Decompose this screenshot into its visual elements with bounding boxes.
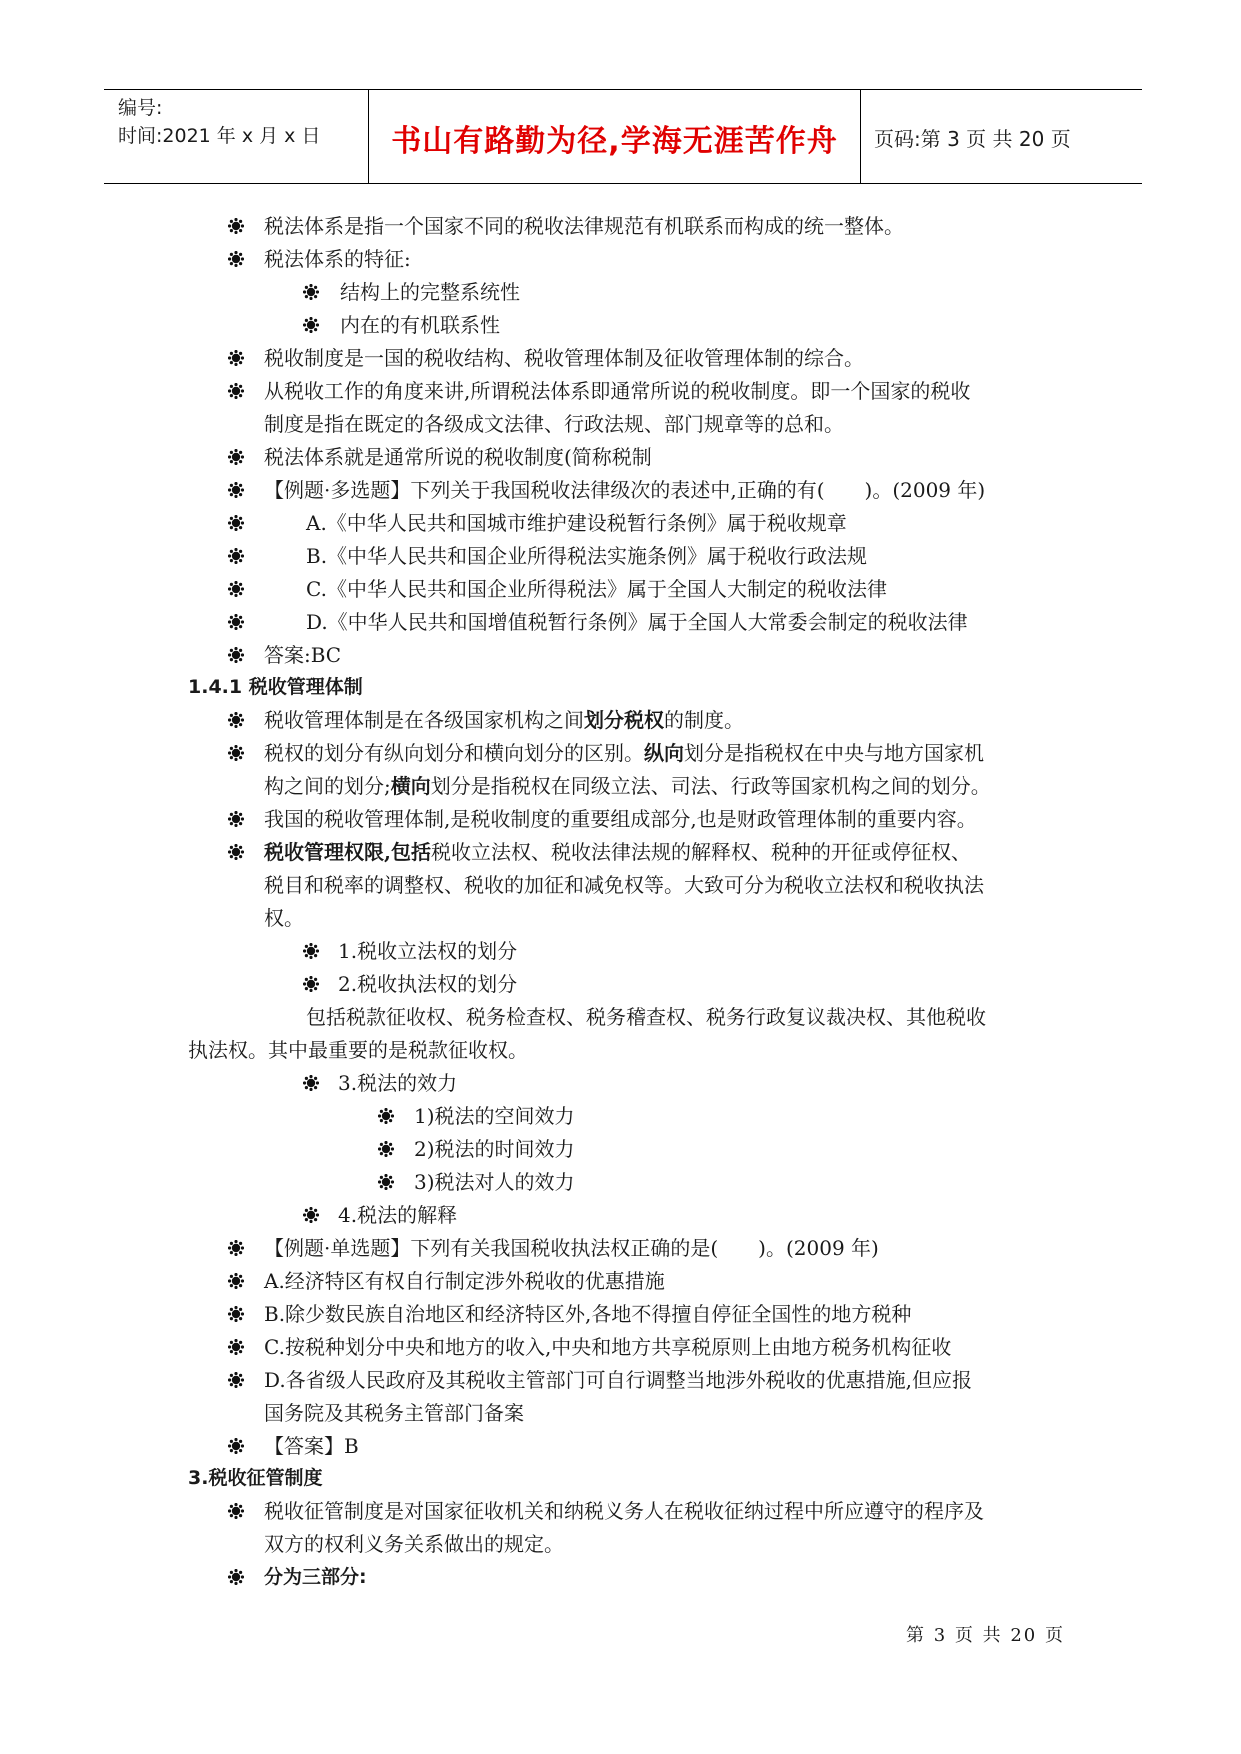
option-line: D.各省级人民政府及其税收主管部门可自行调整当地涉外税收的优惠措施,但应报 (264, 1368, 973, 1392)
bullet-icon (228, 251, 244, 267)
bullet-icon (228, 1438, 244, 1454)
bullet-icon (378, 1174, 394, 1190)
body-line: 税收制度是一国的税收结构、税收管理体制及征收管理体制的综合。 (264, 346, 864, 370)
bullet-icon (378, 1141, 394, 1157)
body-line: 从税收工作的角度来讲,所谓税法体系即通常所说的税收制度。即一个国家的税收 (264, 379, 971, 403)
body-line: 3)税法对人的效力 (414, 1170, 575, 1194)
body-line: 执法权。其中最重要的是税款征收权。 (188, 1038, 528, 1062)
emphasis: 纵向 (644, 741, 684, 765)
bullet-icon (228, 1339, 244, 1355)
option-line: A.《中华人民共和国城市维护建设税暂行条例》属于税收规章 (306, 511, 847, 535)
body-line: 包括税款征收权、税务检查权、税务稽查权、税务行政复议裁决权、其他税收 (306, 1005, 986, 1029)
bullet-icon (228, 1503, 244, 1519)
body-line: 双方的权利义务关系做出的规定。 (264, 1532, 564, 1556)
bullet-icon (228, 1569, 244, 1585)
bullet-icon (303, 1207, 319, 1223)
bullet-icon (228, 482, 244, 498)
bullet-icon (228, 449, 244, 465)
section-heading: 1.4.1 税收管理体制 (188, 676, 363, 698)
header-motto: 书山有路勤为径,学海无涯苦作舟 (391, 124, 838, 159)
document-number-label: 编号: (118, 97, 163, 119)
section-heading: 3.税收征管制度 (188, 1467, 323, 1489)
bullet-icon (228, 218, 244, 234)
body-line: 1)税法的空间效力 (414, 1104, 575, 1128)
document-time-label: 时间:2021 年 x 月 x 日 (118, 125, 321, 147)
page-header (104, 89, 1142, 184)
example-question: 【例题·多选题】下列关于我国税收法律级次的表述中,正确的有( )。(2009 年) (264, 478, 986, 502)
header-meta (118, 94, 320, 150)
bullet-icon (228, 515, 244, 531)
body-line: 内在的有机联系性 (340, 313, 500, 337)
body-line: 税收征管制度是对国家征收机关和纳税义务人在税收征纳过程中所应遵守的程序及 (264, 1499, 984, 1523)
bullet-icon (303, 943, 319, 959)
body-line: 2)税法的时间效力 (414, 1137, 575, 1161)
bullet-icon (228, 647, 244, 663)
bullet-icon (228, 1240, 244, 1256)
body-line: 税目和税率的调整权、税收的加征和减免权等。大致可分为税收立法权和税收执法 (264, 873, 984, 897)
body-line: 2.税收执法权的划分 (338, 972, 518, 996)
bullet-icon (228, 581, 244, 597)
body-line: 结构上的完整系统性 (340, 280, 520, 304)
body-line: 权。 (264, 906, 304, 930)
option-line: B.除少数民族自治地区和经济特区外,各地不得擅自停征全国性的地方税种 (264, 1302, 912, 1326)
bullet-icon (228, 712, 244, 728)
bullet-icon (228, 745, 244, 761)
option-line: 国务院及其税务主管部门备案 (264, 1401, 524, 1425)
body-line: 4.税法的解释 (338, 1203, 458, 1227)
bullet-icon (228, 614, 244, 630)
bullet-icon (303, 317, 319, 333)
bullet-icon (228, 1372, 244, 1388)
bullet-icon (303, 284, 319, 300)
body-line: 1.税收立法权的划分 (338, 939, 518, 963)
body-line: 税权的划分有纵向划分和横向划分的区别。纵向划分是指税权在中央与地方国家机 (264, 741, 984, 765)
page-footer: 第 3 页 共 20 页 (906, 1625, 1065, 1646)
option-line: C.按税种划分中央和地方的收入,中央和地方共享税原则上由地方税务机构征收 (264, 1335, 952, 1359)
body-line: 分为三部分: (264, 1566, 367, 1588)
bullet-icon (228, 811, 244, 827)
option-line: B.《中华人民共和国企业所得税法实施条例》属于税收行政法规 (306, 544, 868, 568)
bullet-icon (303, 976, 319, 992)
bullet-icon (378, 1108, 394, 1124)
answer-line: 【答案】B (264, 1434, 359, 1458)
bullet-icon (228, 350, 244, 366)
body-line: 税法体系是指一个国家不同的税收法律规范有机联系而构成的统一整体。 (264, 214, 904, 238)
option-line: C.《中华人民共和国企业所得税法》属于全国人大制定的税收法律 (306, 577, 887, 601)
emphasis: 横向 (390, 774, 431, 798)
body-line: 税法体系就是通常所说的税收制度(简称税制 (264, 445, 652, 469)
bullet-icon (228, 548, 244, 564)
answer-line: 答案:BC (264, 643, 342, 667)
bullet-icon (228, 1306, 244, 1322)
body-line: 税法体系的特征: (264, 247, 411, 271)
emphasis: 税收管理权限,包括 (264, 840, 431, 864)
bullet-icon (228, 844, 244, 860)
emphasis: 划分税权 (584, 708, 664, 732)
bullet-icon (228, 383, 244, 399)
option-line: D.《中华人民共和国增值税暂行条例》属于全国人大常委会制定的税收法律 (306, 610, 968, 634)
body-line: 税收管理权限,包括税收立法权、税收法律法规的解释权、税种的开征或停征权、 (264, 840, 971, 864)
option-line: A.经济特区有权自行制定涉外税收的优惠措施 (264, 1269, 665, 1293)
body-line: 3.税法的效力 (338, 1071, 458, 1095)
header-page-number: 页码:第 3 页 共 20 页 (874, 127, 1071, 151)
example-question: 【例题·单选题】下列有关我国税收执法权正确的是( )。(2009 年) (264, 1236, 879, 1260)
body-line: 税收管理体制是在各级国家机构之间划分税权的制度。 (264, 708, 744, 732)
body-line: 我国的税收管理体制,是税收制度的重要组成部分,也是财政管理体制的重要内容。 (264, 807, 977, 831)
body-line: 构之间的划分;横向划分是指税权在同级立法、司法、行政等国家机构之间的划分。 (264, 774, 991, 798)
bullet-icon (303, 1075, 319, 1091)
bullet-icon (228, 1273, 244, 1289)
body-line: 制度是指在既定的各级成文法律、行政法规、部门规章等的总和。 (264, 412, 844, 436)
header-divider (860, 90, 861, 183)
